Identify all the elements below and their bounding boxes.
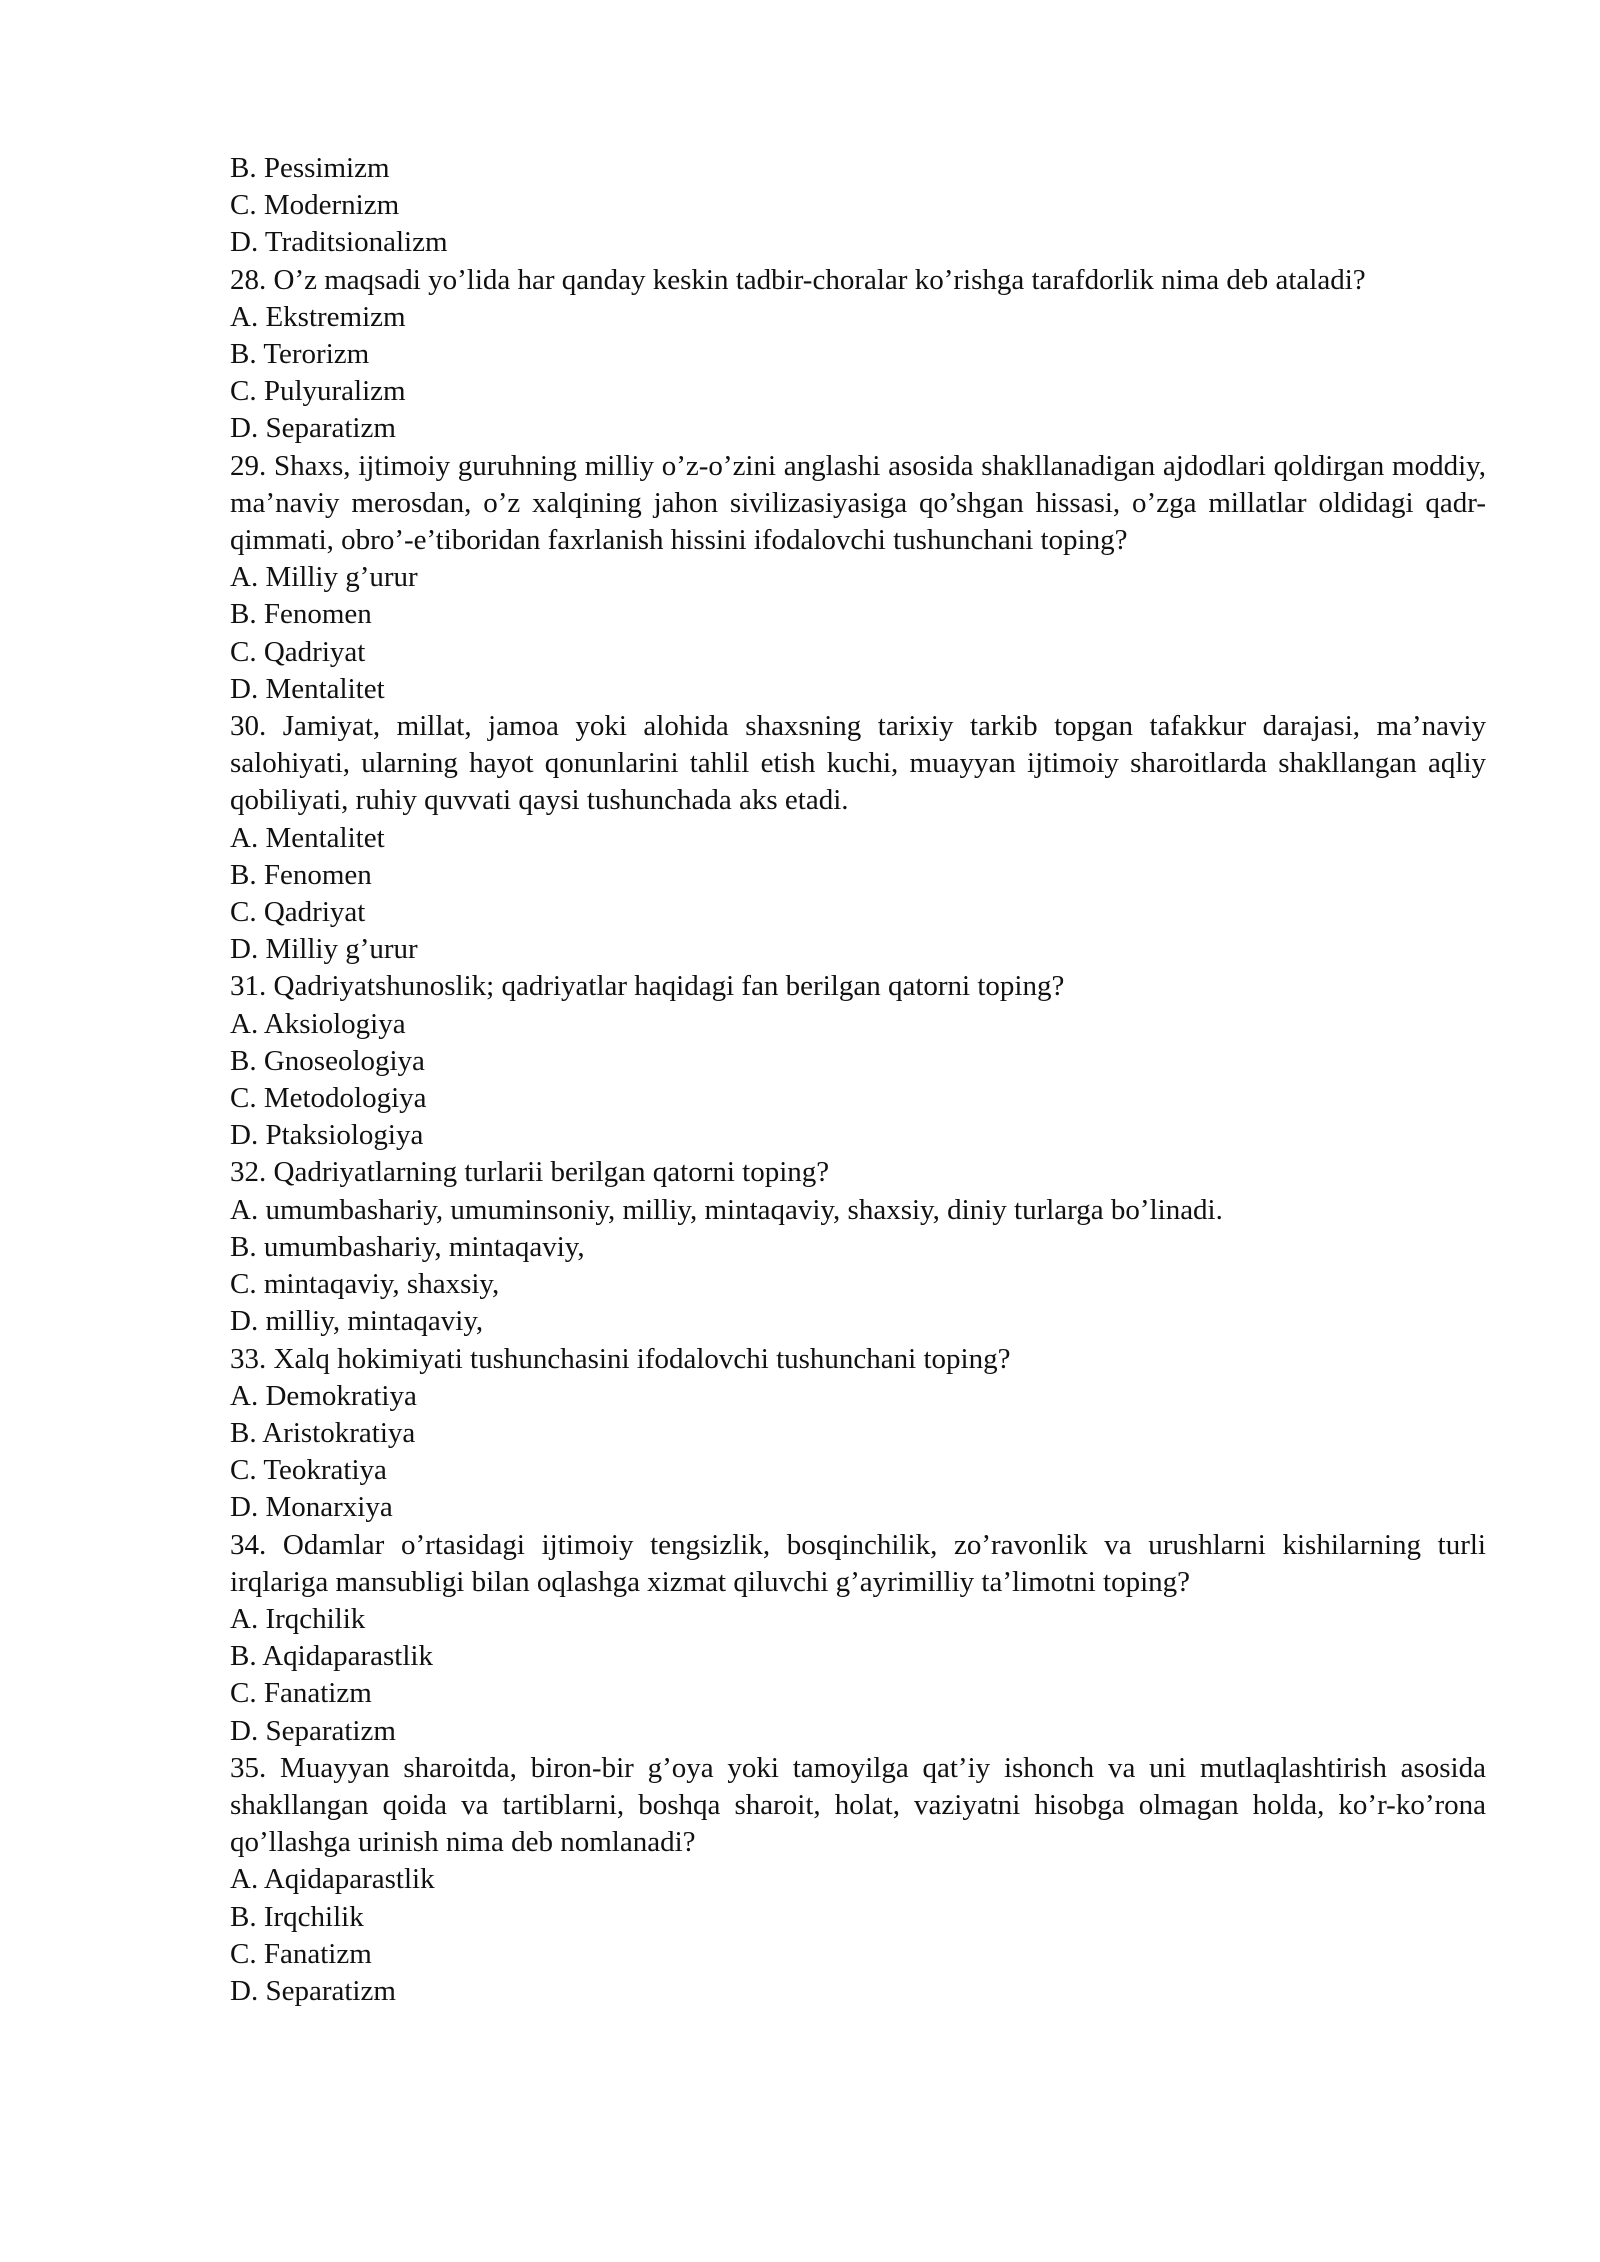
answer-option: C. Modernizm <box>230 189 400 222</box>
answer-option: C. Fanatizm <box>230 1937 372 1970</box>
answer-option: C. Pulyuralizm <box>230 375 406 408</box>
answer-option: C. Qadriyat <box>230 896 366 929</box>
question-text: 33. Xalq hokimiyati tushunchasini ifodalovchi tushunchani toping? <box>230 1342 1011 1375</box>
answer-option: B. Fenomen <box>230 858 372 891</box>
answer-option: A. Milliy g’urur <box>230 561 418 594</box>
answer-option: D. Milliy g’urur <box>230 933 418 966</box>
answer-option: B. Fenomen <box>230 598 372 631</box>
question-text: 28. O’z maqsadi yo’lida har qanday keskin tadbir-choralar ko’rishga tarafdorlik nima deb ataladi? <box>230 263 1366 296</box>
answer-option: D. Monarxiya <box>230 1491 393 1524</box>
answer-option: C. Qadriyat <box>230 635 366 668</box>
answer-option: D. Ptaksiologiya <box>230 1119 424 1152</box>
answer-option: D. Separatizm <box>230 1974 396 2007</box>
answer-option: C. Fanatizm <box>230 1677 372 1710</box>
question-list <box>230 150 1486 2010</box>
answer-option: D. Separatizm <box>230 1714 396 1747</box>
answer-option: B. Gnoseologiya <box>230 1044 425 1077</box>
answer-option: A. umumbashariy, umuminsoniy, milliy, mintaqaviy, shaxsiy, diniy turlarga bo’linadi. <box>230 1193 1223 1226</box>
question-text: 34. Odamlar o’rtasidagi ijtimoiy tengsizlik, bosqinchilik, zo’ravonlik va urushlarni kishilarning turli irqlariga mansubligi bilan oqlashga xizmat qiluvchi g’ayrimilliy ta’limotni toping? <box>230 1528 1486 1598</box>
question-text: 35. Muayyan sharoitda, biron-bir g’oya yoki tamoyilga qat’iy ishonch va uni mutlaqlashtirish asosida shakllangan qoida va tartiblarni, boshqa sharoit, holat, vaziyatni hisobga olmagan holda, ko’r-ko’rona qo’llashga urinish nima deb nomlanadi? <box>230 1751 1486 1859</box>
document-page <box>230 150 1486 2010</box>
question-text: 32. Qadriyatlarning turlarii berilgan qatorni toping? <box>230 1156 830 1189</box>
answer-option: B. Terorizm <box>230 338 370 371</box>
answer-option: B. umumbashariy, mintaqaviy, <box>230 1230 585 1263</box>
answer-option: A. Ekstremizm <box>230 300 406 333</box>
answer-option: B. Aqidaparastlik <box>230 1640 433 1673</box>
answer-option: D. Traditsionalizm <box>230 226 448 259</box>
question-text: 31. Qadriyatshunoslik; qadriyatlar haqidagi fan berilgan qatorni toping? <box>230 970 1065 1003</box>
answer-option: C. Teokratiya <box>230 1454 387 1487</box>
answer-option: D. Mentalitet <box>230 672 385 705</box>
answer-option: D. Separatizm <box>230 412 396 445</box>
answer-option: B. Aristokratiya <box>230 1416 416 1449</box>
answer-option: A. Mentalitet <box>230 821 385 854</box>
question-text: 30. Jamiyat, millat, jamoa yoki alohida shaxsning tarixiy tarkib topgan tafakkur darajasi, ma’naviy salohiyati, ularning hayot qonunlarini tahlil etish kuchi, muayyan ijtimoiy sharoitlarda shakllangan aqliy qobiliyati, ruhiy quvvati qaysi tushunchada aks etadi. <box>230 710 1486 817</box>
answer-option: A. Demokratiya <box>230 1379 417 1412</box>
answer-option: C. Metodologiya <box>230 1082 427 1115</box>
answer-option: B. Pessimizm <box>230 152 390 184</box>
answer-option: B. Irqchilik <box>230 1900 364 1933</box>
answer-option: C. mintaqaviy, shaxsiy, <box>230 1268 500 1301</box>
answer-option: A. Aqidaparastlik <box>230 1863 435 1896</box>
answer-option: A. Irqchilik <box>230 1602 366 1635</box>
answer-option: D. milliy, mintaqaviy, <box>230 1305 484 1338</box>
answer-option: A. Aksiologiya <box>230 1007 406 1040</box>
question-text: 29. Shaxs, ijtimoiy guruhning milliy o’z-o’zini anglashi asosida shakllanadigan ajdodlari qoldirgan moddiy, ma’naviy merosdan, o’z xalqining jahon sivilizasiyasiga qo’shgan hissasi, o’zga millatlar oldidagi qadr-qimmati, obro’-e’tiboridan faxrlanish hissini ifodalovchi tushunchani toping? <box>230 449 1486 557</box>
